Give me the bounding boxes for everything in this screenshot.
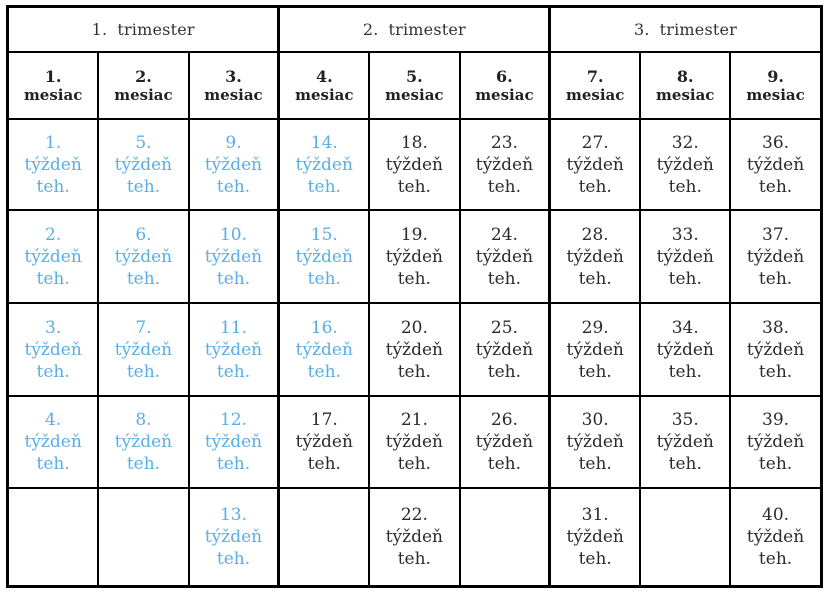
trimester-header-row bbox=[8, 7, 821, 52]
week-cell: 8. týždeň teh. bbox=[98, 396, 188, 488]
month-7-header: 7. mesiac bbox=[550, 52, 640, 119]
week-row bbox=[8, 119, 821, 210]
week-cell: 35. týždeň teh. bbox=[640, 396, 730, 488]
week-cell: 11. týždeň teh. bbox=[189, 303, 279, 396]
week-cell: 22. týždeň teh. bbox=[369, 488, 459, 586]
week-cell: 9. týždeň teh. bbox=[189, 119, 279, 210]
week-cell: 1. týždeň teh. bbox=[8, 119, 98, 210]
week-cell: 4. týždeň teh. bbox=[8, 396, 98, 488]
week-row bbox=[8, 396, 821, 488]
week-cell: 39. týždeň teh. bbox=[730, 396, 820, 488]
empty-cell bbox=[98, 488, 188, 586]
week-cell: 23. týždeň teh. bbox=[460, 119, 550, 210]
week-row bbox=[8, 488, 821, 586]
week-cell: 25. týždeň teh. bbox=[460, 303, 550, 396]
week-cell: 15. týždeň teh. bbox=[279, 210, 369, 303]
week-cell: 34. týždeň teh. bbox=[640, 303, 730, 396]
week-cell: 10. týždeň teh. bbox=[189, 210, 279, 303]
empty-cell bbox=[8, 488, 98, 586]
week-cell: 5. týždeň teh. bbox=[98, 119, 188, 210]
week-cell: 28. týždeň teh. bbox=[550, 210, 640, 303]
week-cell: 13. týždeň teh. bbox=[189, 488, 279, 586]
week-cell: 40. týždeň teh. bbox=[730, 488, 820, 586]
empty-cell bbox=[460, 488, 550, 586]
week-cell: 20. týždeň teh. bbox=[369, 303, 459, 396]
week-cell: 27. týždeň teh. bbox=[550, 119, 640, 210]
trimester-1-header: 1. trimester bbox=[8, 7, 279, 52]
week-cell: 26. týždeň teh. bbox=[460, 396, 550, 488]
week-cell: 14. týždeň teh. bbox=[279, 119, 369, 210]
week-cell: 31. týždeň teh. bbox=[550, 488, 640, 586]
month-4-header: 4. mesiac bbox=[279, 52, 369, 119]
month-1-header: 1. mesiac bbox=[8, 52, 98, 119]
month-2-header: 2. mesiac bbox=[98, 52, 188, 119]
week-row bbox=[8, 303, 821, 396]
week-cell: 24. týždeň teh. bbox=[460, 210, 550, 303]
month-header-row bbox=[8, 52, 821, 119]
week-cell: 21. týždeň teh. bbox=[369, 396, 459, 488]
month-8-header: 8. mesiac bbox=[640, 52, 730, 119]
week-cell: 18. týždeň teh. bbox=[369, 119, 459, 210]
trimester-3-header: 3. trimester bbox=[550, 7, 821, 52]
week-cell: 16. týždeň teh. bbox=[279, 303, 369, 396]
month-3-header: 3. mesiac bbox=[189, 52, 279, 119]
month-9-header: 9. mesiac bbox=[730, 52, 820, 119]
week-cell: 30. týždeň teh. bbox=[550, 396, 640, 488]
month-6-header: 6. mesiac bbox=[460, 52, 550, 119]
trimester-2-header: 2. trimester bbox=[279, 7, 550, 52]
month-5-header: 5. mesiac bbox=[369, 52, 459, 119]
empty-cell bbox=[279, 488, 369, 586]
week-cell: 6. týždeň teh. bbox=[98, 210, 188, 303]
week-cell: 7. týždeň teh. bbox=[98, 303, 188, 396]
week-cell: 29. týždeň teh. bbox=[550, 303, 640, 396]
week-cell: 37. týždeň teh. bbox=[730, 210, 820, 303]
week-cell: 32. týždeň teh. bbox=[640, 119, 730, 210]
week-cell: 38. týždeň teh. bbox=[730, 303, 820, 396]
week-cell: 33. týždeň teh. bbox=[640, 210, 730, 303]
week-cell: 19. týždeň teh. bbox=[369, 210, 459, 303]
week-cell: 12. týždeň teh. bbox=[189, 396, 279, 488]
week-row bbox=[8, 210, 821, 303]
week-cell: 17. týždeň teh. bbox=[279, 396, 369, 488]
week-cell: 2. týždeň teh. bbox=[8, 210, 98, 303]
empty-cell bbox=[640, 488, 730, 586]
pregnancy-weeks-table bbox=[7, 6, 822, 587]
week-cell: 3. týždeň teh. bbox=[8, 303, 98, 396]
week-cell: 36. týždeň teh. bbox=[730, 119, 820, 210]
